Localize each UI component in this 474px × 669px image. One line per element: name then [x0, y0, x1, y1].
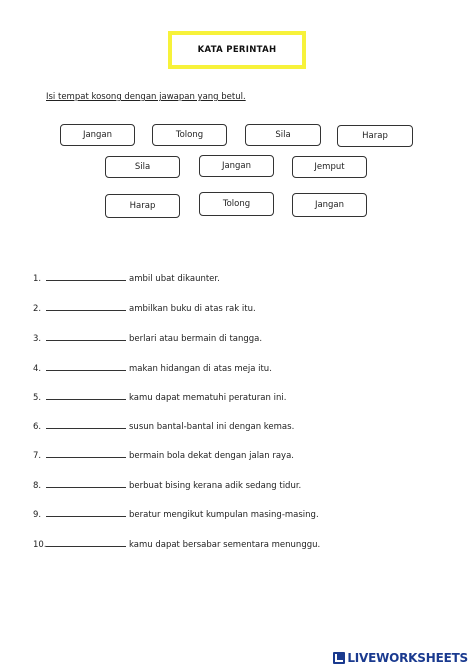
question-text: beratur mengikut kumpulan masing-masing. — [129, 510, 319, 520]
answer-blank[interactable] — [46, 538, 126, 547]
question-text: berlari atau bermain di tangga. — [129, 334, 263, 344]
question-number: 1. — [33, 274, 42, 284]
answer-blank[interactable] — [46, 420, 126, 429]
word-box: Tolong — [199, 192, 274, 216]
answer-blank[interactable] — [46, 362, 126, 371]
word-box: Tolong — [152, 124, 227, 146]
watermark-text: LIVEWORKSHEETS — [347, 651, 468, 665]
question-item — [33, 449, 294, 461]
word-box: Jangan — [292, 193, 367, 217]
question-item — [33, 332, 262, 344]
question-text: berbuat bising kerana adik sedang tidur. — [129, 481, 302, 491]
word-box: Jangan — [60, 124, 135, 146]
word-box: Sila — [105, 156, 180, 178]
question-number: 8. — [33, 481, 42, 491]
question-item — [33, 391, 286, 403]
word-box: Harap — [105, 194, 180, 218]
question-number: 9. — [33, 510, 42, 520]
question-text: susun bantal-bantal ini dengan kemas. — [129, 422, 295, 432]
question-number: 2. — [33, 304, 42, 314]
question-item — [33, 420, 294, 432]
answer-blank[interactable] — [46, 272, 126, 281]
question-item — [33, 302, 256, 314]
answer-blank[interactable] — [46, 508, 126, 517]
question-number: 3. — [33, 334, 42, 344]
question-number: 10. — [33, 540, 47, 550]
question-item — [33, 272, 220, 284]
liveworksheets-logo-icon — [333, 652, 345, 664]
word-box: Harap — [337, 125, 413, 147]
worksheet-title: KATA PERINTAH — [197, 45, 277, 55]
answer-blank[interactable] — [46, 391, 126, 400]
answer-blank[interactable] — [46, 449, 126, 458]
question-number: 4. — [33, 364, 42, 374]
question-number: 7. — [33, 451, 42, 461]
question-text: ambil ubat dikaunter. — [129, 274, 220, 284]
word-box: Jemput — [292, 156, 367, 178]
answer-blank[interactable] — [46, 302, 126, 311]
question-item — [33, 538, 320, 550]
word-box: Jangan — [199, 155, 274, 177]
answer-blank[interactable] — [46, 479, 126, 488]
question-item — [33, 479, 301, 491]
question-item — [33, 508, 319, 520]
question-number: 6. — [33, 422, 42, 432]
question-item — [33, 362, 272, 374]
question-number: 5. — [33, 393, 42, 403]
liveworksheets-watermark — [333, 651, 468, 665]
title-box — [168, 31, 306, 69]
question-text: ambilkan buku di atas rak itu. — [129, 304, 256, 314]
instruction-text: Isi tempat kosong dengan jawapan yang betul. — [46, 92, 246, 102]
question-text: makan hidangan di atas meja itu. — [129, 364, 272, 374]
word-box: Sila — [245, 124, 321, 146]
question-text: bermain bola dekat dengan jalan raya. — [129, 451, 294, 461]
question-text: kamu dapat mematuhi peraturan ini. — [129, 393, 287, 403]
question-text: kamu dapat bersabar sementara menunggu. — [129, 540, 321, 550]
answer-blank[interactable] — [46, 332, 126, 341]
